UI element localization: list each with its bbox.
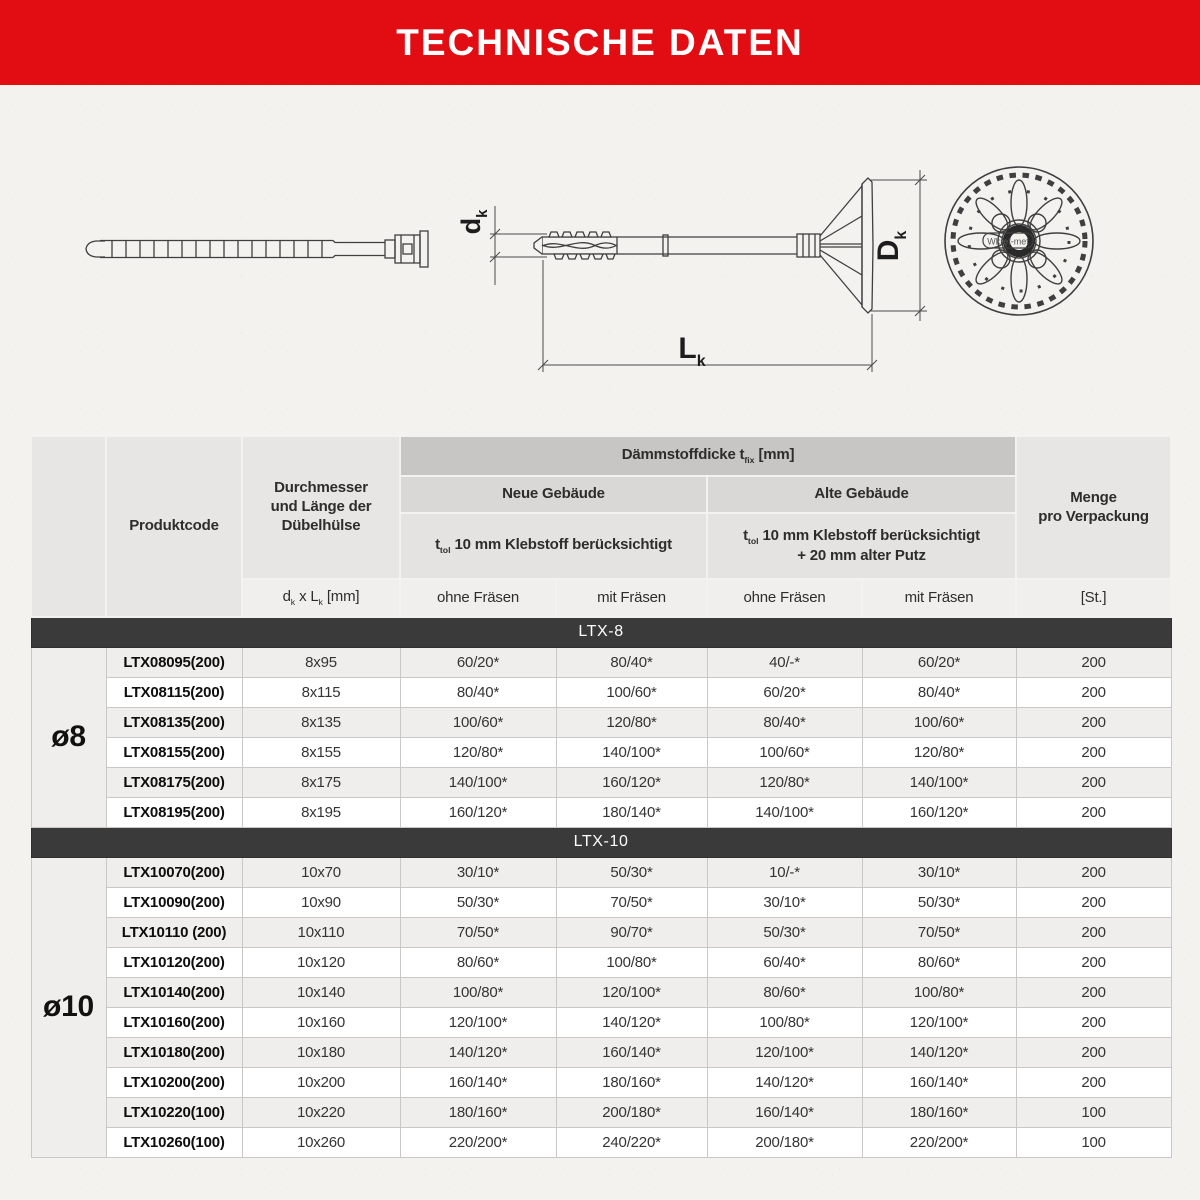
table-row [31, 1097, 1171, 1127]
cell-value: 160/140* [556, 1037, 707, 1067]
cell-value: 160/120* [862, 797, 1016, 827]
cell-value: 70/50* [400, 917, 556, 947]
table-row [31, 707, 1171, 737]
section-title-ltx10: LTX-10 [31, 827, 1171, 857]
section-ltx10 [31, 827, 1171, 1157]
cell-value: 80/40* [862, 677, 1016, 707]
table-row [31, 917, 1171, 947]
cell-value: 100/60* [862, 707, 1016, 737]
cell-value: 60/40* [707, 947, 862, 977]
table-row [31, 677, 1171, 707]
cell-value: 120/100* [862, 1007, 1016, 1037]
cell-value: 120/80* [400, 737, 556, 767]
cell-size: 10x110 [242, 917, 400, 947]
pin-drawing [86, 231, 428, 267]
cell-code: LTX10090(200) [106, 887, 242, 917]
dowel-drawing [534, 178, 873, 313]
cell-value: 60/20* [707, 677, 862, 707]
cell-value: 50/30* [707, 917, 862, 947]
cell-value: 140/100* [400, 767, 556, 797]
cell-code: LTX10140(200) [106, 977, 242, 1007]
cell-size: 10x120 [242, 947, 400, 977]
cell-value: 180/140* [556, 797, 707, 827]
cell-value: 90/70* [556, 917, 707, 947]
cell-size: 8x175 [242, 767, 400, 797]
cell-value: 10/-* [707, 857, 862, 887]
technical-drawings [30, 100, 1170, 435]
header-daemmstoffdicke: Dämmstoffdicke $t_{fix}$ [mm] [400, 436, 1016, 476]
cell-size: 10x260 [242, 1127, 400, 1157]
cell-value: 80/40* [400, 677, 556, 707]
cell-qty: 200 [1016, 797, 1171, 827]
cell-value: 220/200* [400, 1127, 556, 1157]
cell-qty: 200 [1016, 767, 1171, 797]
cell-value: 100/80* [556, 947, 707, 977]
cell-qty: 200 [1016, 887, 1171, 917]
cell-qty: 200 [1016, 1067, 1171, 1097]
cell-value: 140/100* [862, 767, 1016, 797]
cell-value: 160/120* [400, 797, 556, 827]
cell-value: 100/60* [556, 677, 707, 707]
cell-value: 30/10* [707, 887, 862, 917]
cell-value: 160/140* [400, 1067, 556, 1097]
cell-code: LTX10220(100) [106, 1097, 242, 1127]
table-row [31, 1007, 1171, 1037]
header-durchmesser: Durchmesser und Länge der Dübelhülse [242, 436, 400, 579]
header-produktcode: Produktcode [106, 436, 242, 617]
title-banner [0, 0, 1200, 85]
cell-qty: 100 [1016, 1097, 1171, 1127]
cell-code: LTX10110 (200) [106, 917, 242, 947]
cell-value: 120/80* [707, 767, 862, 797]
cell-value: 70/50* [556, 887, 707, 917]
cell-size: 10x180 [242, 1037, 400, 1067]
cell-qty: 200 [1016, 857, 1171, 887]
section-bar-row [31, 617, 1171, 647]
table-row [31, 977, 1171, 1007]
cell-qty: 200 [1016, 737, 1171, 767]
cell-value: 60/20* [862, 647, 1016, 677]
cell-value: 100/80* [862, 977, 1016, 1007]
cell-size: 8x195 [242, 797, 400, 827]
fastener-drawing-svg [30, 100, 1170, 435]
cell-size: 10x160 [242, 1007, 400, 1037]
dia-label-8: ø8 [31, 647, 106, 827]
Lk-dimension-label: $L_k$ [678, 332, 706, 370]
cell-qty: 200 [1016, 1007, 1171, 1037]
section-title-ltx8: LTX-8 [31, 617, 1171, 647]
header-ohne-fraesen-neue: ohne Fräsen [400, 579, 556, 617]
cell-value: 30/10* [400, 857, 556, 887]
table-header [31, 436, 1171, 617]
cell-value: 60/20* [400, 647, 556, 677]
cell-value: 50/30* [400, 887, 556, 917]
table-row [31, 947, 1171, 977]
cell-size: 8x95 [242, 647, 400, 677]
cell-value: 120/100* [400, 1007, 556, 1037]
table-row [31, 797, 1171, 827]
header-st: [St.] [1016, 579, 1171, 617]
page-title: TECHNISCHE DATEN [396, 21, 804, 63]
cell-value: 100/60* [400, 707, 556, 737]
sleeve-teeth [549, 232, 615, 259]
cell-size: 10x220 [242, 1097, 400, 1127]
cell-value: 120/100* [707, 1037, 862, 1067]
cell-size: 10x200 [242, 1067, 400, 1097]
header-mit-fraesen-neue: mit Fräsen [556, 579, 707, 617]
table-row [31, 1127, 1171, 1157]
cell-value: 200/180* [707, 1127, 862, 1157]
cell-value: 30/10* [862, 857, 1016, 887]
cell-value: 100/60* [707, 737, 862, 767]
cell-qty: 200 [1016, 977, 1171, 1007]
header-ohne-fraesen-alte: ohne Fräsen [707, 579, 862, 617]
cell-qty: 200 [1016, 677, 1171, 707]
cell-size: 8x115 [242, 677, 400, 707]
header-ttol-neue: $t_{tol}$ 10 mm Klebstoff berücksichtigt [400, 513, 707, 579]
cell-value: 180/160* [862, 1097, 1016, 1127]
table-row [31, 1037, 1171, 1067]
header-dk-lk: $d_k$ x $L_k$ [mm] [242, 579, 400, 617]
cell-qty: 200 [1016, 1037, 1171, 1067]
cell-value: 200/180* [556, 1097, 707, 1127]
table-row [31, 887, 1171, 917]
cell-value: 140/100* [707, 797, 862, 827]
cell-qty: 200 [1016, 917, 1171, 947]
cell-value: 160/140* [862, 1067, 1016, 1097]
cell-value: 180/160* [400, 1097, 556, 1127]
cell-value: 50/30* [862, 887, 1016, 917]
cell-value: 80/40* [556, 647, 707, 677]
cell-value: 80/40* [707, 707, 862, 737]
cell-code: LTX10160(200) [106, 1007, 242, 1037]
table-row [31, 1067, 1171, 1097]
cell-value: 180/160* [556, 1067, 707, 1097]
header-alte-gebaeude: Alte Gebäude [707, 476, 1016, 513]
cell-code: LTX08115(200) [106, 677, 242, 707]
cell-value: 140/120* [400, 1037, 556, 1067]
header-neue-gebaeude: Neue Gebäude [400, 476, 707, 513]
cell-qty: 200 [1016, 947, 1171, 977]
cell-code: LTX08195(200) [106, 797, 242, 827]
table-row [31, 647, 1171, 677]
cell-value: 140/100* [556, 737, 707, 767]
cell-value: 80/60* [862, 947, 1016, 977]
cell-value: 140/120* [707, 1067, 862, 1097]
header-mit-fraesen-alte: mit Fräsen [862, 579, 1016, 617]
cell-size: 8x135 [242, 707, 400, 737]
cell-qty: 100 [1016, 1127, 1171, 1157]
cell-value: 120/80* [556, 707, 707, 737]
cell-value: 80/60* [707, 977, 862, 1007]
cell-value: 140/120* [862, 1037, 1016, 1067]
cell-qty: 200 [1016, 707, 1171, 737]
cell-value: 140/120* [556, 1007, 707, 1037]
disc-drawing [945, 167, 1093, 315]
cell-value: 100/80* [707, 1007, 862, 1037]
cell-code: LTX08095(200) [106, 647, 242, 677]
cell-value: 120/80* [862, 737, 1016, 767]
cell-size: 8x155 [242, 737, 400, 767]
dimension-labels [456, 209, 910, 370]
header-ttol-alte: $t_{tol}$ 10 mm Klebstoff berücksichtigt + 20 mm alter Putz [707, 513, 1016, 579]
cell-value: 50/30* [556, 857, 707, 887]
cell-value: 160/120* [556, 767, 707, 797]
technical-data-table [30, 435, 1172, 1158]
dk-dimension-label: $d_k$ [456, 209, 491, 235]
cell-value: 70/50* [862, 917, 1016, 947]
header-menge: Menge pro Verpackung [1016, 436, 1171, 579]
cell-code: LTX08155(200) [106, 737, 242, 767]
section-ltx8 [31, 617, 1171, 827]
table-row [31, 857, 1171, 887]
cell-value: 240/220* [556, 1127, 707, 1157]
cell-value: 120/100* [556, 977, 707, 1007]
cell-code: LTX10070(200) [106, 857, 242, 887]
cell-qty: 200 [1016, 647, 1171, 677]
cell-value: 160/140* [707, 1097, 862, 1127]
table-row [31, 767, 1171, 797]
section-bar-row [31, 827, 1171, 857]
cell-value: 220/200* [862, 1127, 1016, 1157]
cell-code: LTX10200(200) [106, 1067, 242, 1097]
header-dia-empty [31, 436, 106, 617]
svg-text:Wkręt-met: Wkręt-met [987, 236, 1029, 247]
cell-value: 80/60* [400, 947, 556, 977]
cell-value: 100/80* [400, 977, 556, 1007]
cell-size: 10x70 [242, 857, 400, 887]
thread-ribs [112, 240, 322, 258]
cell-size: 10x90 [242, 887, 400, 917]
cell-code: LTX08135(200) [106, 707, 242, 737]
cell-code: LTX10260(100) [106, 1127, 242, 1157]
Dk-dimension-label: $D_k$ [872, 230, 910, 262]
dia-label-10: ø10 [31, 857, 106, 1157]
cell-size: 10x140 [242, 977, 400, 1007]
cell-code: LTX10180(200) [106, 1037, 242, 1067]
table-row [31, 737, 1171, 767]
cell-code: LTX08175(200) [106, 767, 242, 797]
cell-value: 40/-* [707, 647, 862, 677]
cell-code: LTX10120(200) [106, 947, 242, 977]
